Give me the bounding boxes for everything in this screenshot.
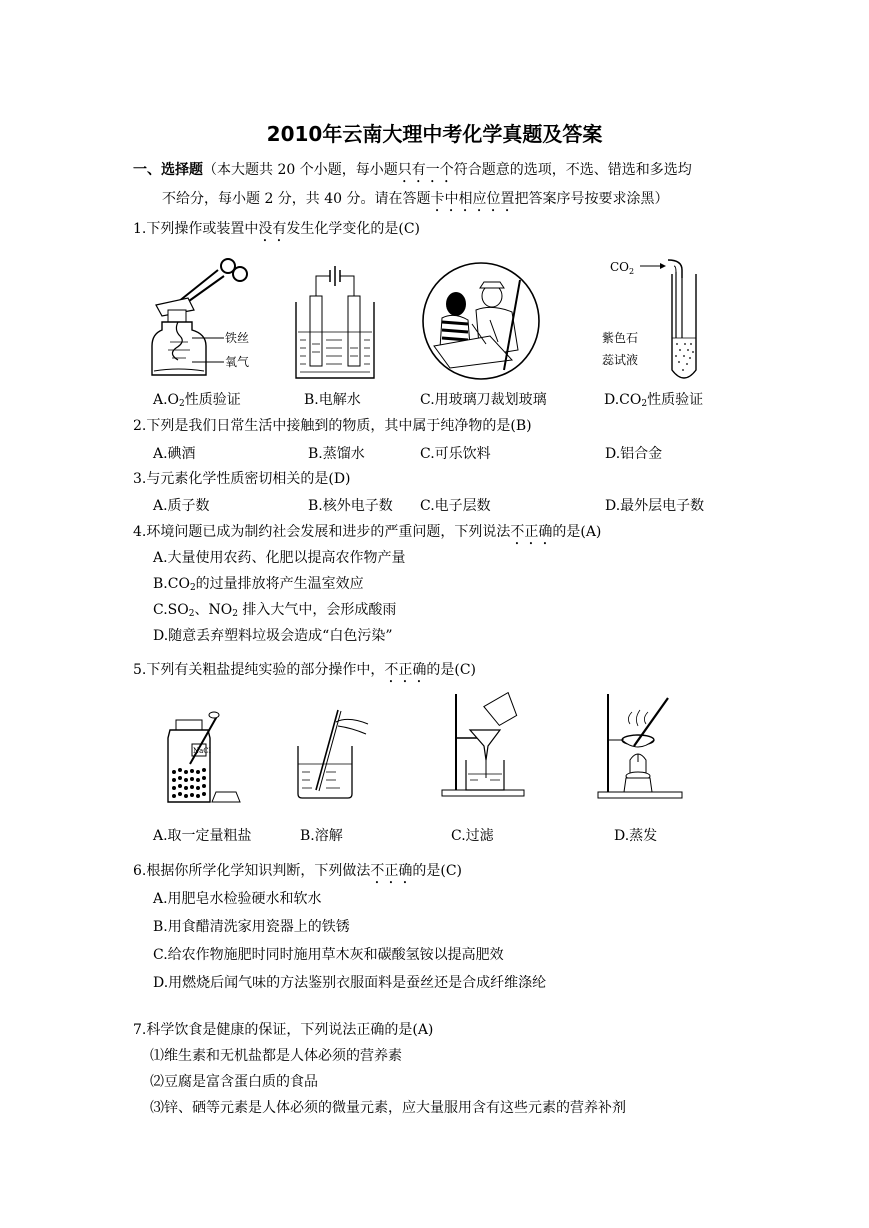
question-6-stem: 6.根据你所学化学知识判断，下列做法不正确的是(C) — [133, 863, 462, 879]
stem-text: 发生化学变化的是(C) — [286, 221, 420, 237]
label-litmus-1: 紫色石 — [602, 331, 639, 345]
question-5-option-b: B.溶解 — [300, 828, 343, 844]
figure-take-salt — [160, 708, 244, 806]
question-4-stem: 4.环境问题已成为制约社会发展和进步的严重问题，下列说法不正确的是(A) — [133, 524, 602, 540]
question-6-option-b: B.用食醋清洗家用瓷器上的铁锈 — [153, 919, 350, 935]
instructions-text: 把答案序号按要求涂黑） — [514, 191, 669, 207]
question-2-option-c: C.可乐饮料 — [420, 446, 491, 462]
question-6-option-c: C.给农作物施肥时同时施用草木灰和碳酸氢铵以提高肥效 — [153, 947, 504, 963]
question-4-option-a: A.大量使用农药、化肥以提高农作物产量 — [153, 550, 406, 566]
question-5-option-d: D.蒸发 — [614, 828, 658, 844]
question-5-stem: 5.下列有关粗盐提纯实验的部分操作中，不正确的是(C) — [133, 662, 476, 678]
section-heading: 一、选择题 — [133, 162, 203, 178]
figure-electrolysis — [294, 262, 376, 382]
question-5-option-a: A.取一定量粗盐 — [153, 828, 252, 844]
emphasis-text: 只有一个 — [397, 162, 454, 178]
question-3-option-c: C.电子层数 — [420, 498, 491, 514]
label-iron-wire: 铁丝 — [225, 331, 250, 345]
label-litmus-2: 蕊试液 — [602, 353, 639, 367]
question-7-stem: 7.科学饮食是健康的保证，下列说法正确的是(A) — [133, 1022, 434, 1038]
figure-filtration — [438, 690, 528, 800]
emphasis-text: 卡中相应位置 — [430, 191, 515, 207]
instructions-text: 不给分，每小题 2 分，共 40 分。请在答题 — [162, 191, 431, 207]
question-1-stem — [133, 219, 420, 245]
question-5-option-c: C.过滤 — [451, 828, 494, 844]
question-3-option-a: A.质子数 — [153, 498, 210, 514]
section-instructions-line1 — [133, 160, 692, 186]
question-4-option-b: $B.CO_2$的过量排放将产生温室效应 — [153, 576, 364, 593]
question-2-option-a: A.碘酒 — [153, 446, 196, 462]
question-4-option-c: $C.SO_2$、$NO_2$ 排入大气中，会形成酸雨 — [153, 602, 397, 619]
question-6-option-a: A.用肥皂水检验硬水和软水 — [153, 891, 322, 907]
figure-co2-litmus — [596, 252, 716, 384]
figure-dissolve — [292, 706, 374, 800]
figure-cutting-glass — [420, 260, 542, 382]
instructions-text: （本大题共 20 个小题，每小题 — [203, 162, 398, 178]
stem-text: 1.下列操作或装置中 — [133, 221, 259, 237]
question-3-stem: 3.与元素化学性质密切相关的是(D) — [133, 471, 351, 487]
question-1-option-d: $D.CO_2$性质验证 — [604, 392, 704, 409]
page-title: 2010年云南大理中考化学真题及答案 — [266, 122, 603, 146]
label-co2: $CO_2$ — [610, 260, 635, 276]
question-1-option-b: B.电解水 — [304, 392, 361, 408]
emphasis-text: 没有 — [258, 221, 287, 237]
question-7-item-3: ⑶锌、硒等元素是人体必须的微量元素，应大量服用含有这些元素的营养补剂 — [150, 1100, 626, 1116]
section-instructions-line2 — [162, 189, 669, 215]
question-4-option-d: D.随意丢弃塑料垃圾会造成“白色污染” — [153, 628, 393, 644]
question-2-option-d: D.铝合金 — [605, 446, 663, 462]
label-oxygen: 氧气 — [225, 355, 250, 369]
question-2-stem: 2.下列是我们日常生活中接触到的物质，其中属于纯净物的是(B) — [133, 418, 532, 434]
instructions-text: 符合题意的选项，不选、错选和多选均 — [453, 162, 692, 178]
figure-evaporation — [596, 690, 688, 800]
question-6-option-d: D.用燃烧后闻气味的方法鉴别衣服面料是蚕丝还是合成纤维涤纶 — [153, 975, 547, 991]
label-nacl: NaCl — [193, 747, 211, 755]
question-7-item-2: ⑵豆腐是富含蛋白质的食品 — [150, 1074, 318, 1090]
question-3-option-d: D.最外层电子数 — [605, 498, 705, 514]
question-2-option-b: B.蒸馏水 — [308, 446, 365, 462]
figure-iron-in-oxygen — [148, 250, 258, 382]
question-1-option-c: C.用玻璃刀裁划玻璃 — [420, 392, 547, 408]
question-3-option-b: B.核外电子数 — [308, 498, 393, 514]
question-7-item-1: ⑴维生素和无机盐都是人体必须的营养素 — [150, 1048, 402, 1064]
question-1-option-a: $A.O_2$性质验证 — [153, 392, 241, 409]
